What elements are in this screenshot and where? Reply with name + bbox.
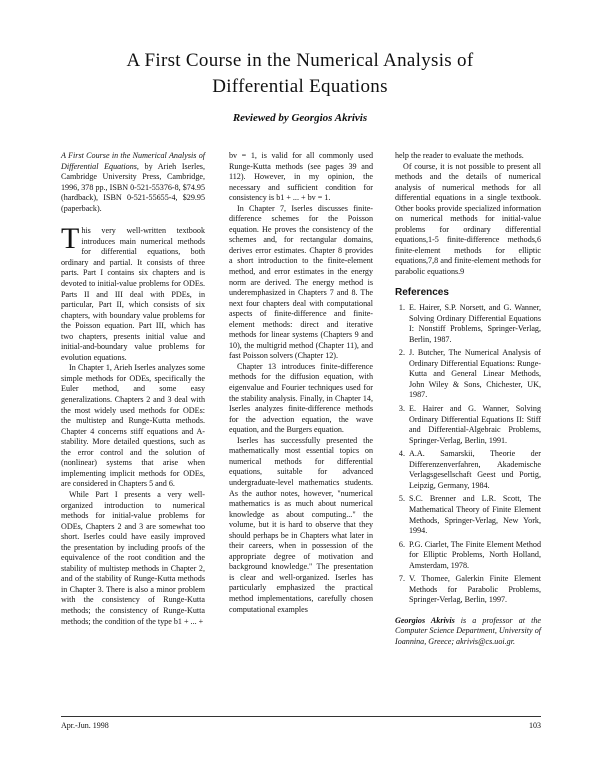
paragraph: While Part I presents a very well-organized introduction to numerical methods for initial-value problems for ODEs, Chapters 2 and 3 are somewhat too short. Iserles could have easily improved the presentation by including proofs of the equivalence of the root condition and the stability of multistep methods in Chapter 2, and of the stability of Runge-Kutta methods in Chapter 3. There is also a minor problem with the consistency of Runge-Kutta methods; the consistency of Runge-Kutta methods; the condition of the type b1 + ... + (61, 489, 205, 626)
byline: Reviewed by Georgios Akrivis (232, 112, 368, 124)
paragraph: help the reader to evaluate the methods. (395, 151, 524, 160)
author-bio-text: is a professor at the Computer Science Department, University of Ioannina, Greece; akrivis@cs.uoi.gr. (395, 615, 541, 646)
paragraph: In Chapter 7, Iserles discusses finite-difference schemes for the Poisson equation. He proves the consistency of the schemes and, for rectangular domains, derives error estimates. Chapter 8 provides a short introduction to the finite-element method, and error estimates in the energy norm are derived. The energy method is underemphasized in Chapters 7 and 8. The next four chapters deal with computational aspects of finite-difference and finite-element methods: direct and iterative methods for linear systems (Chapters 9 and 10), the multigrid method (Chapter 11), and fast Poisson solvers (Chapter 12). (229, 203, 373, 361)
reference-item: 1. E. Hairer, S.P. Norsett, and G. Wanner, Solving Ordinary Differential Equations I: Nonstiff Problems, Springer-Verlag, Berlin, 1987. (407, 303, 541, 345)
page-footer (61, 716, 541, 731)
title-line-1: A First Course in the Numerical Analysis of (126, 50, 474, 71)
paragraph: Chapter 13 introduces finite-difference methods for the diffusion equation, with eigenvalue and Fourier techniques used for the stability analysis. Finally, in Chapter 14, Iserles analyzes finite-difference methods for the advection equation, the wave equation, and the Burgers equation. (229, 361, 373, 435)
author-name: Georgios Akrivis (395, 615, 455, 625)
paragraph-text: his very well-written textbook introduces main numerical methods for differential equations, both ordinary and partial. It consists of three parts. Part I contains six chapters and is devoted to initial-value problems for ODEs. Parts II and III deal with PDEs, in particular, Part II, which consists of six chapters, with boundary value problems for the Poisson equation. Part III, which has two chapters, presents initial value and initial-and-boundary value problems for evolution equations. (61, 226, 205, 362)
issue-date: Apr.-Jun. 1998 (61, 721, 109, 730)
title-line-2: Differential Equations (212, 76, 388, 97)
reference-item: 7. V. Thomee, Galerkin Finite Element Methods for Parabolic Problems, Springer-Verlag, Berlin, 1997. (407, 574, 541, 606)
paragraph: Of course, it is not possible to present all methods and the details of numerical analysis of numerical methods for all differential equations in a single textbook. Other books provide specialized information on numerical methods for initial-value problems for ordinary differential equations,1-5 finite-difference methods,6 finite-element methods for elliptic equations,7,8 and finite-element methods for parabolic equations.9 (395, 161, 541, 277)
reference-item: 3. E. Hairer and G. Wanner, Solving Ordinary Differential Equations II: Stiff and Differential-Algebraic Problems, Springer-Verlag, Berlin, 1991. (407, 404, 541, 446)
page-number: 103 (529, 721, 541, 730)
reference-item: 6. P.G. Ciarlet, The Finite Element Method for Elliptic Problems, North Holland, Amsterdam, 1978. (407, 540, 541, 572)
article-title (40, 49, 560, 99)
references-list (395, 303, 541, 606)
reference-item: 2. J. Butcher, The Numerical Analysis of Ordinary Differential Equations: Runge-Kutta and General Linear Methods, John Wiley & Sons, Chichester, UK, 1987. (407, 348, 541, 401)
column-1 (61, 151, 205, 627)
paragraph: In Chapter 1, Arieh Iserles analyzes some simple methods for ODEs, specifically the Euler method, and some easy generalizations. Chapters 2 and 3 deal with the most widely used methods for ODEs: the multistep and Runge-Kutta methods. Chapter 4 concerns stiff equations and A-stability. More detailed questions, such as the error control and the solution of (nonlinear) systems that arise when implementing implicit methods for ODEs, are considered in Chapters 5 and 6. (61, 363, 205, 489)
book-info (61, 151, 205, 214)
paragraph (61, 222, 205, 363)
column-2 (229, 151, 373, 615)
reference-item: 4. A.A. Samarskii, Theorie der Differenzenverfahren, Akademische Verlagsgesellschaft Geest und Portig, Leipzig, Germany, 1984. (407, 449, 541, 491)
reference-item: 5. S.C. Brenner and L.R. Scott, The Mathematical Theory of Finite Element Methods, Springer-Verlag, New York, 1994. (407, 494, 541, 536)
book-details: , by Arieh Iserles, Cambridge University Press, Cambridge, 1996, 378 pp., ISBN 0-521-55376-8, $74.95 (hardback), ISBN 0-521-55655-4, $29.95 (paperback). (61, 161, 205, 213)
paragraph: Iserles has successfully presented the mathematically most essential topics on numerical methods for differential equations, suitable for advanced undergraduate-level mathematics students. As the author notes, however, "numerical mathematics is as much about numerical knowledge as about computing..." the volume, but it is hard to observe that they should perhaps be in Chapters what later in their careers, when in possession of the appropriate degree of motivation and background knowledge." The presentation is clear and well-organized. Iserles has particularly emphasized the practical method implementations, carefully chosen computational examples (229, 435, 373, 614)
references-heading: References (395, 286, 449, 298)
book-title: A First Course in the Numerical Analysis of Differential Equations (61, 151, 205, 171)
drop-cap: T (61, 222, 80, 256)
paragraph: bv = 1, is valid for all commonly used Runge-Kutta methods (see pages 39 and 112). However, in my opinion, the necessary and sufficient condition for consistency is b1 + ... + bv = 1. (229, 151, 373, 203)
column-3 (395, 151, 541, 648)
author-bio (395, 616, 541, 648)
